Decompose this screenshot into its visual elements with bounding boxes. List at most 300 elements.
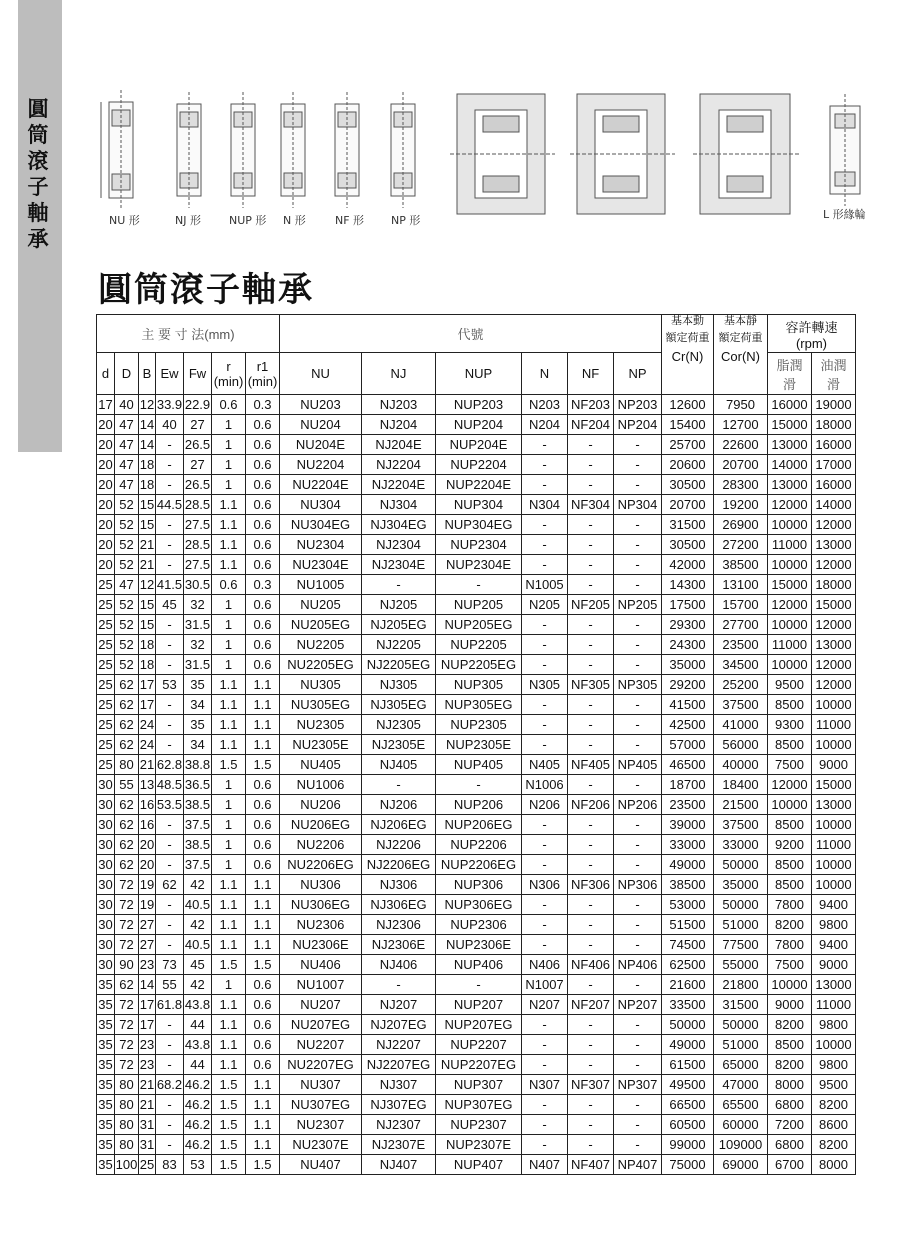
cell-nf-code: - bbox=[568, 915, 614, 935]
cell-d: 25 bbox=[97, 735, 115, 755]
cell-oil-speed: 12000 bbox=[812, 615, 856, 635]
cell-np-code: NP204 bbox=[614, 415, 662, 435]
cell-Fw: 27.5 bbox=[184, 515, 212, 535]
cell-d: 35 bbox=[97, 1115, 115, 1135]
cell-oil-speed: 12000 bbox=[812, 515, 856, 535]
table-row bbox=[97, 1095, 856, 1115]
cell-r1: 0.6 bbox=[246, 1015, 280, 1035]
cell-Ew: - bbox=[156, 915, 184, 935]
cell-nu-code: NU2205 bbox=[280, 635, 362, 655]
cell-r1: 0.6 bbox=[246, 635, 280, 655]
cell-Ew: - bbox=[156, 695, 184, 715]
cell-np-code: NP304 bbox=[614, 495, 662, 515]
cell-Fw: 40.5 bbox=[184, 895, 212, 915]
cell-D: 72 bbox=[115, 895, 139, 915]
cell-r: 1 bbox=[212, 835, 246, 855]
cell-np-code: NP306 bbox=[614, 875, 662, 895]
cell-cor: 69000 bbox=[714, 1155, 768, 1175]
cell-nup-code: NUP2306 bbox=[436, 915, 522, 935]
cell-oil-speed: 10000 bbox=[812, 735, 856, 755]
header-speed-line2: (rpm) bbox=[795, 335, 828, 351]
cell-nup-code: NUP2204E bbox=[436, 475, 522, 495]
cell-r1: 0.6 bbox=[246, 975, 280, 995]
cell-D: 62 bbox=[115, 715, 139, 735]
cell-grease-speed: 6800 bbox=[768, 1135, 812, 1155]
cell-nu-code: NU203 bbox=[280, 395, 362, 415]
cell-nj-code: NJ205EG bbox=[362, 615, 436, 635]
table-row bbox=[97, 635, 856, 655]
cell-Ew: - bbox=[156, 635, 184, 655]
cell-cor: 51000 bbox=[714, 915, 768, 935]
cell-nf-code: NF304 bbox=[568, 495, 614, 515]
header-NUP: NUP bbox=[436, 353, 522, 395]
cell-np-code: - bbox=[614, 635, 662, 655]
caption-np: NP 形 bbox=[391, 214, 421, 227]
cell-nj-code: NJ204 bbox=[362, 415, 436, 435]
cell-Fw: 42 bbox=[184, 875, 212, 895]
cell-Fw: 40.5 bbox=[184, 935, 212, 955]
header-static-load bbox=[714, 315, 768, 395]
cell-cor: 50000 bbox=[714, 1015, 768, 1035]
cell-nf-code: - bbox=[568, 435, 614, 455]
cell-nj-code: NJ2306 bbox=[362, 915, 436, 935]
cell-nup-code: NUP307 bbox=[436, 1075, 522, 1095]
cell-np-code: - bbox=[614, 655, 662, 675]
cell-n-code: N304 bbox=[522, 495, 568, 515]
cell-nu-code: NU406 bbox=[280, 955, 362, 975]
cell-r: 1 bbox=[212, 415, 246, 435]
cell-nu-code: NU207EG bbox=[280, 1015, 362, 1035]
cell-D: 100 bbox=[115, 1155, 139, 1175]
cell-grease-speed: 12000 bbox=[768, 495, 812, 515]
cell-nup-code: NUP407 bbox=[436, 1155, 522, 1175]
cell-Ew: - bbox=[156, 895, 184, 915]
cell-D: 72 bbox=[115, 935, 139, 955]
table-row bbox=[97, 1155, 856, 1175]
cell-Fw: 43.8 bbox=[184, 1035, 212, 1055]
cell-oil-speed: 9400 bbox=[812, 895, 856, 915]
cell-cr: 30500 bbox=[662, 475, 714, 495]
cell-Ew: - bbox=[156, 815, 184, 835]
cell-nj-code: NJ2304E bbox=[362, 555, 436, 575]
cell-oil-speed: 9000 bbox=[812, 955, 856, 975]
cell-np-code: NP206 bbox=[614, 795, 662, 815]
cell-D: 62 bbox=[115, 695, 139, 715]
cell-nj-code: NJ206EG bbox=[362, 815, 436, 835]
cell-nf-code: - bbox=[568, 555, 614, 575]
cell-cor: 7950 bbox=[714, 395, 768, 415]
cell-grease-speed: 9000 bbox=[768, 995, 812, 1015]
cell-nu-code: NU205 bbox=[280, 595, 362, 615]
table-row bbox=[97, 1015, 856, 1035]
cell-n-code: N206 bbox=[522, 795, 568, 815]
table-row bbox=[97, 415, 856, 435]
cell-cr: 49000 bbox=[662, 855, 714, 875]
header-static-load-line3: Cor(N) bbox=[721, 349, 760, 364]
cell-D: 40 bbox=[115, 395, 139, 415]
cell-nu-code: NU2305E bbox=[280, 735, 362, 755]
cell-cr: 75000 bbox=[662, 1155, 714, 1175]
cell-r1: 1.5 bbox=[246, 1155, 280, 1175]
cell-cr: 20600 bbox=[662, 455, 714, 475]
cell-nu-code: NU2207EG bbox=[280, 1055, 362, 1075]
cell-nf-code: NF305 bbox=[568, 675, 614, 695]
cell-Ew: 83 bbox=[156, 1155, 184, 1175]
cell-nup-code: NUP2307E bbox=[436, 1135, 522, 1155]
table-row bbox=[97, 1135, 856, 1155]
cell-np-code: - bbox=[614, 695, 662, 715]
cell-nf-code: - bbox=[568, 1095, 614, 1115]
cell-D: 62 bbox=[115, 815, 139, 835]
cell-Fw: 27.5 bbox=[184, 555, 212, 575]
cell-D: 72 bbox=[115, 1055, 139, 1075]
cell-Ew: 44.5 bbox=[156, 495, 184, 515]
cell-nu-code: NU2307E bbox=[280, 1135, 362, 1155]
cell-np-code: - bbox=[614, 455, 662, 475]
header-static-load-line2: 額定荷重 bbox=[718, 332, 763, 344]
cell-grease-speed: 7800 bbox=[768, 895, 812, 915]
cell-nf-code: - bbox=[568, 635, 614, 655]
cell-nj-code: NJ2307E bbox=[362, 1135, 436, 1155]
cell-B: 27 bbox=[139, 915, 156, 935]
cell-nu-code: NU2304 bbox=[280, 535, 362, 555]
cell-r: 1.1 bbox=[212, 495, 246, 515]
cell-D: 52 bbox=[115, 595, 139, 615]
cell-grease-speed: 7500 bbox=[768, 755, 812, 775]
cell-B: 21 bbox=[139, 755, 156, 775]
header-r bbox=[212, 353, 246, 395]
cell-Fw: 37.5 bbox=[184, 815, 212, 835]
cell-nj-code: NJ307 bbox=[362, 1075, 436, 1095]
cell-nf-code: - bbox=[568, 475, 614, 495]
cell-B: 14 bbox=[139, 975, 156, 995]
cell-nf-code: NF204 bbox=[568, 415, 614, 435]
header-r-line1: r bbox=[226, 358, 231, 374]
cell-oil-speed: 19000 bbox=[812, 395, 856, 415]
cell-oil-speed: 10000 bbox=[812, 695, 856, 715]
cell-r: 1.1 bbox=[212, 1035, 246, 1055]
table-row bbox=[97, 895, 856, 915]
cell-np-code: - bbox=[614, 735, 662, 755]
cell-D: 55 bbox=[115, 775, 139, 795]
cell-cr: 35000 bbox=[662, 655, 714, 675]
cell-D: 47 bbox=[115, 475, 139, 495]
cell-Ew: 61.8 bbox=[156, 995, 184, 1015]
cell-grease-speed: 10000 bbox=[768, 655, 812, 675]
cell-d: 30 bbox=[97, 835, 115, 855]
cell-cr: 20700 bbox=[662, 495, 714, 515]
cell-oil-speed: 18000 bbox=[812, 415, 856, 435]
cell-r: 1 bbox=[212, 775, 246, 795]
cell-nu-code: NU305 bbox=[280, 675, 362, 695]
cell-grease-speed: 10000 bbox=[768, 975, 812, 995]
cell-cor: 28300 bbox=[714, 475, 768, 495]
cell-r: 1 bbox=[212, 455, 246, 475]
cell-nj-code: NJ2206 bbox=[362, 835, 436, 855]
cell-cor: 22600 bbox=[714, 435, 768, 455]
mounting-diagram-3 bbox=[693, 94, 799, 214]
cell-d: 30 bbox=[97, 875, 115, 895]
cell-Ew: 55 bbox=[156, 975, 184, 995]
cell-r1: 0.6 bbox=[246, 775, 280, 795]
cell-nj-code: NJ305EG bbox=[362, 695, 436, 715]
cell-D: 72 bbox=[115, 1035, 139, 1055]
cell-nu-code: NU307EG bbox=[280, 1095, 362, 1115]
cell-n-code: - bbox=[522, 815, 568, 835]
cell-r: 1.1 bbox=[212, 735, 246, 755]
cell-r1: 0.6 bbox=[246, 495, 280, 515]
cell-np-code: - bbox=[614, 1035, 662, 1055]
header-r1-line2: (min) bbox=[247, 373, 278, 389]
cell-np-code: NP405 bbox=[614, 755, 662, 775]
table-row bbox=[97, 995, 856, 1015]
cell-Fw: 44 bbox=[184, 1055, 212, 1075]
cell-nj-code: NJ305 bbox=[362, 675, 436, 695]
cell-cor: 18400 bbox=[714, 775, 768, 795]
cell-d: 30 bbox=[97, 935, 115, 955]
cell-r1: 1.1 bbox=[246, 1115, 280, 1135]
cell-nj-code: NJ306EG bbox=[362, 895, 436, 915]
cell-Fw: 27 bbox=[184, 415, 212, 435]
cell-oil-speed: 9800 bbox=[812, 1055, 856, 1075]
cell-oil-speed: 10000 bbox=[812, 855, 856, 875]
cell-Fw: 28.5 bbox=[184, 495, 212, 515]
cell-Ew: - bbox=[156, 1015, 184, 1035]
table-row bbox=[97, 695, 856, 715]
side-label-char: 承 bbox=[27, 227, 49, 251]
cell-nu-code: NU407 bbox=[280, 1155, 362, 1175]
cell-nj-code: NJ406 bbox=[362, 955, 436, 975]
cell-B: 17 bbox=[139, 675, 156, 695]
table-row bbox=[97, 735, 856, 755]
table-row bbox=[97, 655, 856, 675]
header-oil-line1: 油潤 bbox=[820, 357, 847, 373]
cell-Fw: 46.2 bbox=[184, 1095, 212, 1115]
cell-nup-code: NUP2204 bbox=[436, 455, 522, 475]
cell-grease-speed: 16000 bbox=[768, 395, 812, 415]
cell-r1: 1.1 bbox=[246, 1095, 280, 1115]
cell-B: 18 bbox=[139, 455, 156, 475]
cell-cr: 29200 bbox=[662, 675, 714, 695]
cell-Ew: - bbox=[156, 555, 184, 575]
table-row bbox=[97, 555, 856, 575]
cell-nf-code: - bbox=[568, 575, 614, 595]
cell-Fw: 34 bbox=[184, 735, 212, 755]
cell-cor: 40000 bbox=[714, 755, 768, 775]
cell-cor: 77500 bbox=[714, 935, 768, 955]
cell-r: 1.5 bbox=[212, 1095, 246, 1115]
cell-r: 0.6 bbox=[212, 575, 246, 595]
cell-d: 35 bbox=[97, 1155, 115, 1175]
cell-d: 30 bbox=[97, 815, 115, 835]
cell-Ew: - bbox=[156, 1055, 184, 1075]
cell-nu-code: NU304EG bbox=[280, 515, 362, 535]
cell-Ew: - bbox=[156, 615, 184, 635]
cell-B: 15 bbox=[139, 495, 156, 515]
header-grease bbox=[768, 353, 812, 395]
cell-oil-speed: 11000 bbox=[812, 835, 856, 855]
caption-nu: NU 形 bbox=[109, 214, 140, 227]
cell-nj-code: NJ2305 bbox=[362, 715, 436, 735]
cell-grease-speed: 8200 bbox=[768, 1015, 812, 1035]
cell-d: 25 bbox=[97, 695, 115, 715]
cell-Fw: 37.5 bbox=[184, 855, 212, 875]
cell-n-code: N407 bbox=[522, 1155, 568, 1175]
cell-np-code: - bbox=[614, 575, 662, 595]
header-B: B bbox=[139, 353, 156, 395]
header-r1 bbox=[246, 353, 280, 395]
cell-D: 72 bbox=[115, 1015, 139, 1035]
caption-n: N 形 bbox=[283, 214, 306, 227]
cell-r: 1 bbox=[212, 655, 246, 675]
cell-D: 80 bbox=[115, 1115, 139, 1135]
cell-d: 35 bbox=[97, 1015, 115, 1035]
cell-r1: 0.6 bbox=[246, 555, 280, 575]
cell-oil-speed: 13000 bbox=[812, 635, 856, 655]
cell-nf-code: - bbox=[568, 1055, 614, 1075]
cell-n-code: N305 bbox=[522, 675, 568, 695]
cell-r1: 1.1 bbox=[246, 1135, 280, 1155]
cell-r: 1 bbox=[212, 475, 246, 495]
cell-nj-code: NJ2305E bbox=[362, 735, 436, 755]
header-dynamic-load-line1: 基本動 bbox=[671, 315, 704, 327]
cell-grease-speed: 15000 bbox=[768, 575, 812, 595]
cell-D: 52 bbox=[115, 515, 139, 535]
cell-nf-code: NF407 bbox=[568, 1155, 614, 1175]
cell-cor: 47000 bbox=[714, 1075, 768, 1095]
cell-B: 13 bbox=[139, 775, 156, 795]
cell-r: 1 bbox=[212, 635, 246, 655]
cell-grease-speed: 7200 bbox=[768, 1115, 812, 1135]
cell-Ew: 41.5 bbox=[156, 575, 184, 595]
cell-D: 52 bbox=[115, 555, 139, 575]
cell-B: 23 bbox=[139, 955, 156, 975]
table-row bbox=[97, 615, 856, 635]
cell-r1: 0.6 bbox=[246, 415, 280, 435]
table-row bbox=[97, 815, 856, 835]
cell-d: 35 bbox=[97, 1035, 115, 1055]
cell-cr: 49500 bbox=[662, 1075, 714, 1095]
table-row bbox=[97, 1035, 856, 1055]
table-row bbox=[97, 795, 856, 815]
header-oil-line2: 滑 bbox=[826, 376, 840, 392]
cell-nf-code: - bbox=[568, 855, 614, 875]
cell-cor: 12700 bbox=[714, 415, 768, 435]
cell-grease-speed: 8500 bbox=[768, 855, 812, 875]
cell-Ew: 73 bbox=[156, 955, 184, 975]
cell-nf-code: - bbox=[568, 835, 614, 855]
table-row bbox=[97, 515, 856, 535]
cell-cr: 15400 bbox=[662, 415, 714, 435]
cell-r: 1.1 bbox=[212, 715, 246, 735]
cell-d: 20 bbox=[97, 435, 115, 455]
cell-nj-code: NJ304EG bbox=[362, 515, 436, 535]
header-r-line2: (min) bbox=[213, 373, 244, 389]
cell-nf-code: NF307 bbox=[568, 1075, 614, 1095]
cell-B: 25 bbox=[139, 1155, 156, 1175]
cell-nf-code: - bbox=[568, 655, 614, 675]
cell-Fw: 32 bbox=[184, 595, 212, 615]
cell-cor: 35000 bbox=[714, 875, 768, 895]
cell-Fw: 38.5 bbox=[184, 835, 212, 855]
cell-D: 52 bbox=[115, 655, 139, 675]
cell-cor: 41000 bbox=[714, 715, 768, 735]
cell-Ew: 62.8 bbox=[156, 755, 184, 775]
cell-grease-speed: 10000 bbox=[768, 555, 812, 575]
cell-grease-speed: 6800 bbox=[768, 1095, 812, 1115]
cell-nup-code: NUP305 bbox=[436, 675, 522, 695]
cell-grease-speed: 9500 bbox=[768, 675, 812, 695]
cell-nj-code: - bbox=[362, 975, 436, 995]
cell-nf-code: - bbox=[568, 815, 614, 835]
cell-nup-code: NUP203 bbox=[436, 395, 522, 415]
cell-grease-speed: 13000 bbox=[768, 435, 812, 455]
cell-d: 35 bbox=[97, 995, 115, 1015]
cell-cr: 38500 bbox=[662, 875, 714, 895]
cell-oil-speed: 11000 bbox=[812, 995, 856, 1015]
cell-d: 35 bbox=[97, 1075, 115, 1095]
cell-r: 1.1 bbox=[212, 695, 246, 715]
cell-cr: 23500 bbox=[662, 795, 714, 815]
cell-oil-speed: 9500 bbox=[812, 1075, 856, 1095]
cell-nu-code: NU206EG bbox=[280, 815, 362, 835]
cell-oil-speed: 18000 bbox=[812, 575, 856, 595]
cell-D: 80 bbox=[115, 755, 139, 775]
cell-n-code: - bbox=[522, 1135, 568, 1155]
cell-cor: 26900 bbox=[714, 515, 768, 535]
cell-nup-code: NUP207EG bbox=[436, 1015, 522, 1035]
table-row bbox=[97, 755, 856, 775]
cell-D: 47 bbox=[115, 455, 139, 475]
cell-r: 1.1 bbox=[212, 915, 246, 935]
cell-nf-code: - bbox=[568, 975, 614, 995]
cell-grease-speed: 6700 bbox=[768, 1155, 812, 1175]
cell-D: 80 bbox=[115, 1095, 139, 1115]
cell-nup-code: NUP2304E bbox=[436, 555, 522, 575]
table-row bbox=[97, 675, 856, 695]
caption-nf: NF 形 bbox=[335, 214, 365, 227]
cell-nup-code: NUP306 bbox=[436, 875, 522, 895]
cell-nj-code: NJ407 bbox=[362, 1155, 436, 1175]
cell-Fw: 42 bbox=[184, 915, 212, 935]
cell-nu-code: NU2204 bbox=[280, 455, 362, 475]
cell-n-code: - bbox=[522, 735, 568, 755]
cell-nf-code: NF405 bbox=[568, 755, 614, 775]
cell-n-code: N1007 bbox=[522, 975, 568, 995]
cell-oil-speed: 10000 bbox=[812, 815, 856, 835]
cell-nup-code: NUP204 bbox=[436, 415, 522, 435]
cell-oil-speed: 11000 bbox=[812, 715, 856, 735]
cell-nup-code: NUP2206EG bbox=[436, 855, 522, 875]
cell-r1: 0.6 bbox=[246, 815, 280, 835]
cell-np-code: NP203 bbox=[614, 395, 662, 415]
cell-cr: 42500 bbox=[662, 715, 714, 735]
cell-nu-code: NU2304E bbox=[280, 555, 362, 575]
cell-Fw: 46.2 bbox=[184, 1135, 212, 1155]
cell-d: 30 bbox=[97, 795, 115, 815]
cell-r: 1.5 bbox=[212, 1075, 246, 1095]
cell-d: 25 bbox=[97, 595, 115, 615]
cell-r1: 1.1 bbox=[246, 895, 280, 915]
side-label-char: 滾 bbox=[27, 149, 49, 173]
header-r1-line1: r1 bbox=[256, 358, 269, 374]
cell-grease-speed: 10000 bbox=[768, 795, 812, 815]
cell-nf-code: - bbox=[568, 1115, 614, 1135]
cell-np-code: - bbox=[614, 435, 662, 455]
cell-nj-code: NJ2205EG bbox=[362, 655, 436, 675]
cell-nu-code: NU305EG bbox=[280, 695, 362, 715]
cell-nu-code: NU2207 bbox=[280, 1035, 362, 1055]
